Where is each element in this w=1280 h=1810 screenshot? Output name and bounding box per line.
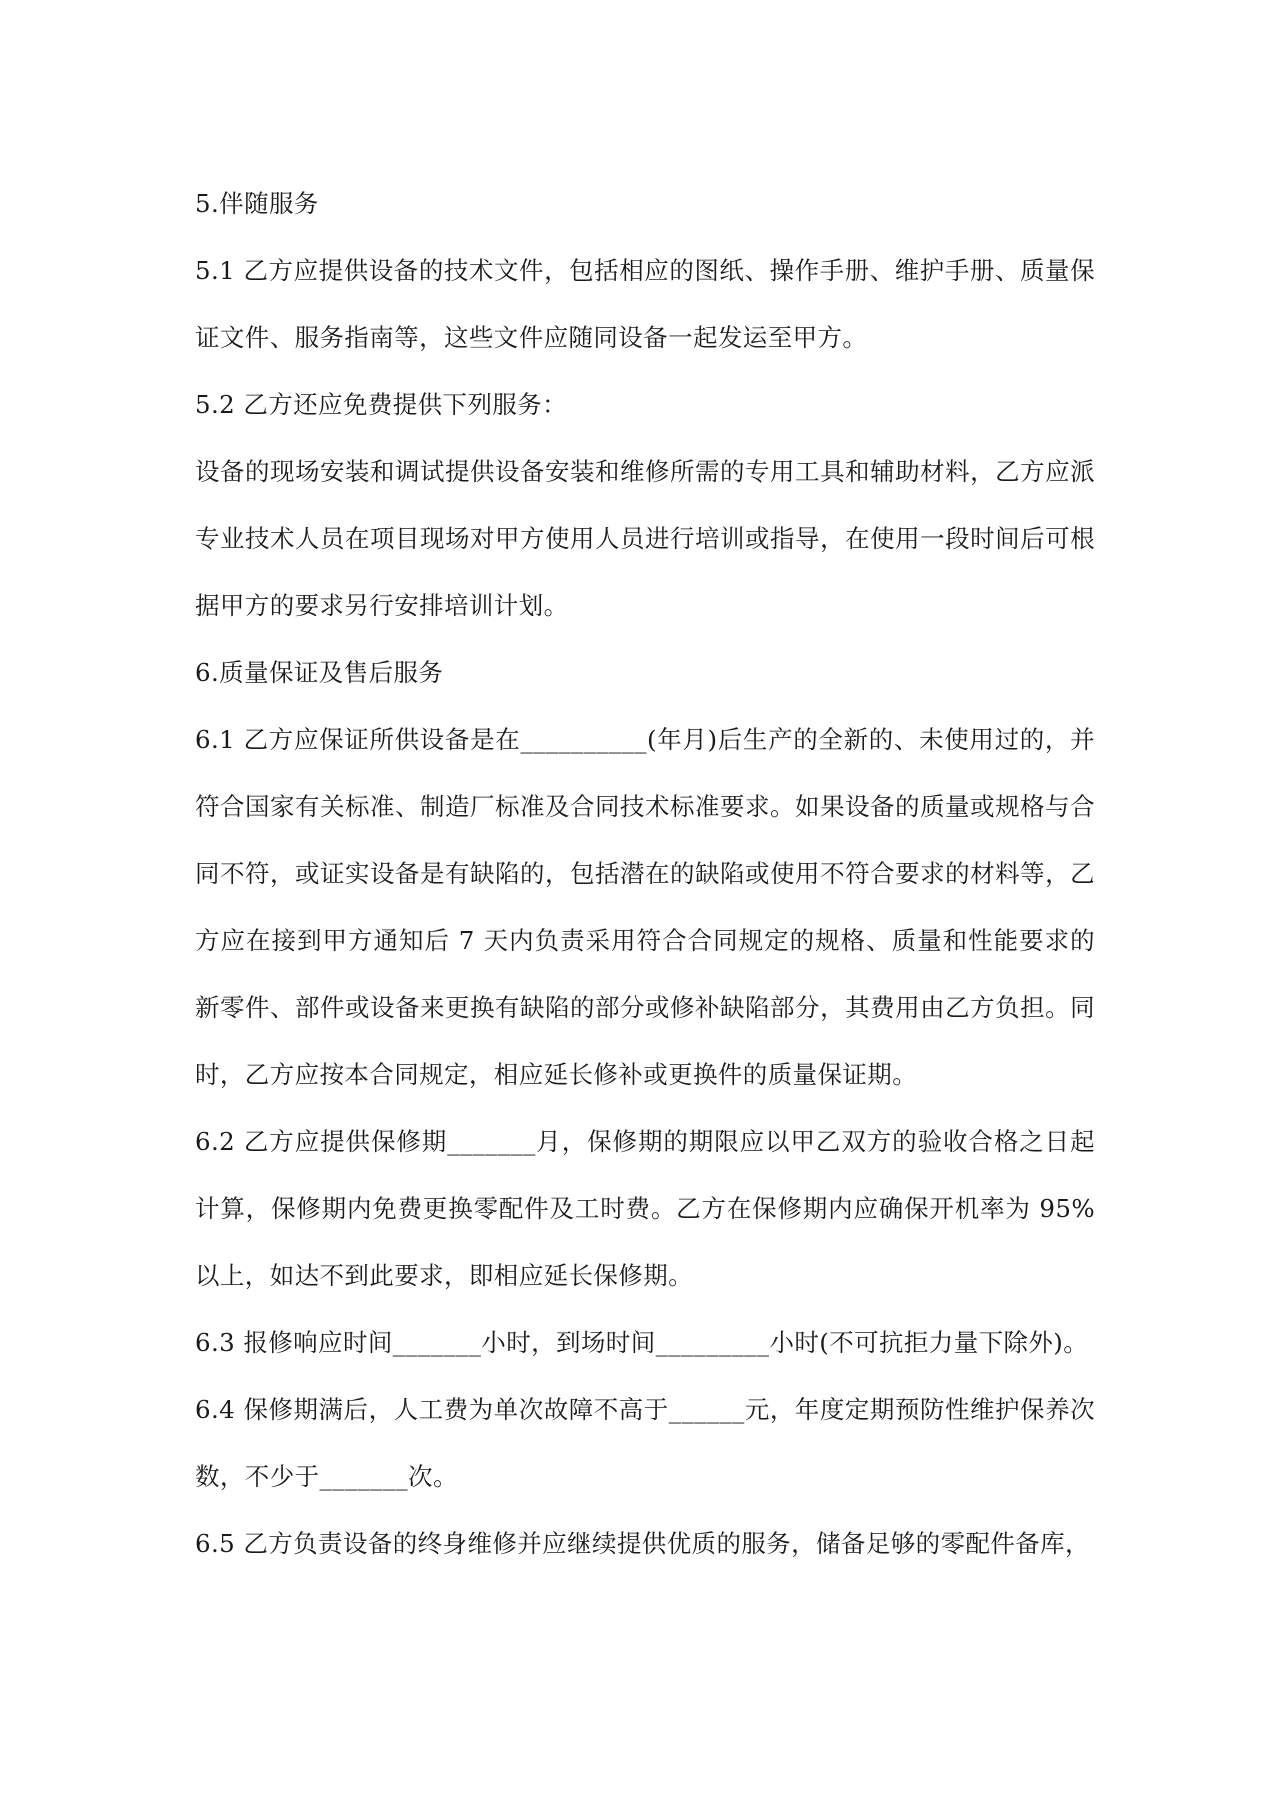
clause-5-2: 5.2 乙方还应免费提供下列服务：: [195, 390, 568, 419]
clause-6-2: 6.2 乙方应提供保修期_______月，保修期的期限应以甲乙双方的验收合格之日起计算，保修期内免费更换零配件及工时费。乙方在保修期内应确保开机率为 95%以上，如达不到此要求，即相应延长保修期。: [195, 1127, 1095, 1290]
clause-5-1: 5.1 乙方应提供设备的技术文件，包括相应的图纸、操作手册、维护手册、质量保证文件、服务指南等，这些文件应随同设备一起发运至甲方。: [195, 256, 1095, 352]
document-page: [195, 170, 1095, 1577]
clause-6-4: 6.4 保修期满后，人工费为单次故障不高于______元，年度定期预防性维护保养次数，不少于_______次。: [195, 1395, 1095, 1491]
clause-6-1: 6.1 乙方应保证所供设备是在__________(年月)后生产的全新的、未使用过的，并符合国家有关标准、制造厂标准及合同技术标准要求。如果设备的质量或规格与合同不符，或证实设备是有缺陷的，包括潜在的缺陷或使用不符合要求的材料等，乙方应在接到甲方通知后 7 天内负责采用符合合同规定的规格、质量和性能要求的新零件、部件或设备来更换有缺陷的部分或修补缺陷部分，其费用由乙方负担。同时，乙方应按本合同规定，相应延长修补或更换件的质量保证期。: [195, 725, 1095, 1089]
clause-6-3: 6.3 报修响应时间_______小时，到场时间_________小时(不可抗拒力量下除外)。: [195, 1328, 1089, 1357]
clause-5-2-body: 设备的现场安装和调试提供设备安装和维修所需的专用工具和辅助材料，乙方应派专业技术人员在项目现场对甲方使用人员进行培训或指导，在使用一段时间后可根据甲方的要求另行安排培训计划。: [195, 457, 1095, 620]
clause-6-5: 6.5 乙方负责设备的终身维修并应继续提供优质的服务，储备足够的零配件备库，: [195, 1529, 1090, 1558]
section-heading-6: 6.质量保证及售后服务: [195, 658, 444, 687]
section-heading-5: 5.伴随服务: [195, 189, 319, 218]
